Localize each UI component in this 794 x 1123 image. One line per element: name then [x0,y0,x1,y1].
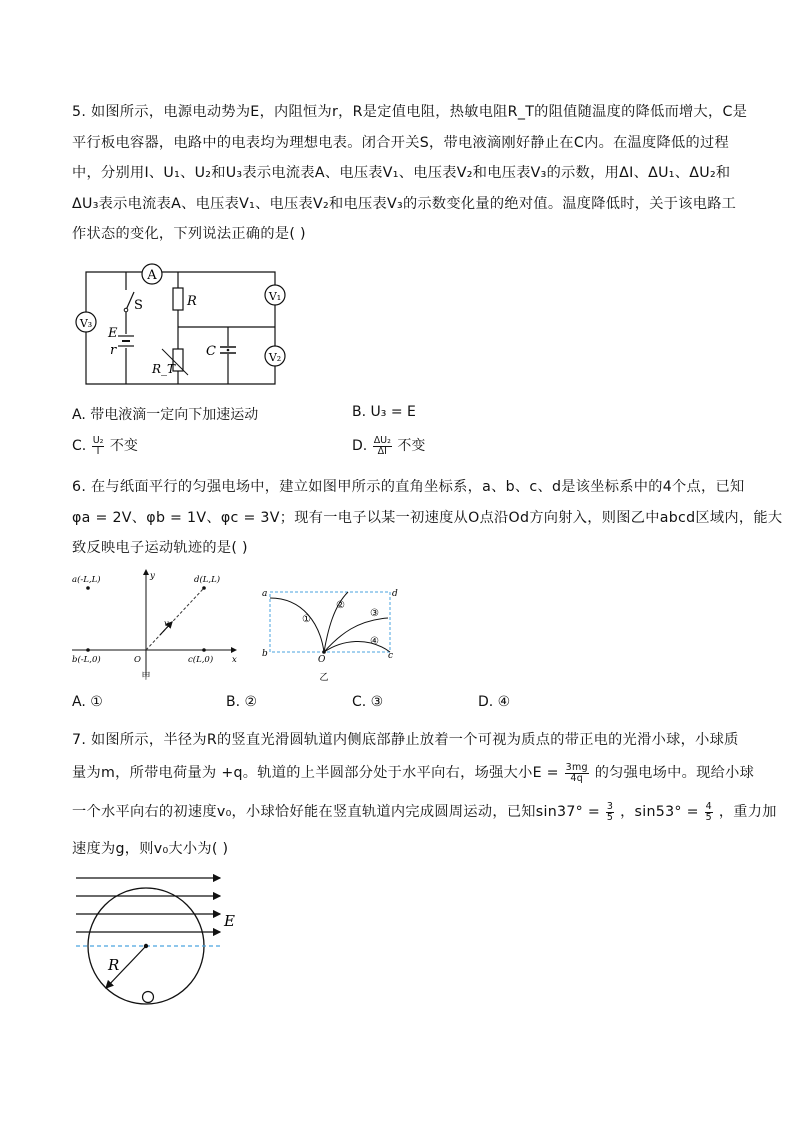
q5-option-d[interactable] [352,435,425,457]
q7-field-label: E [224,912,235,930]
jia-velocity-label: v [164,619,169,629]
q7-line-3-a: 一个水平向右的初速度v₀，小球恰好能在竖直轨道内完成圆周运动，已知sin37° = [72,804,601,820]
jia-point-b: b(-L,0) [72,655,101,665]
q7-sin53-fraction [705,802,713,823]
yi-trajectory-2: ② [336,600,345,611]
q6-line-2: φa = 2V、φb = 1V、φc = 3V；现有一电子以某一初速度从O点沿Od方向射入，则图乙中abcd区域内，能大 [72,509,783,526]
question-6-text [72,472,783,564]
question-5-text [72,97,748,250]
v3-label: V₃ [79,317,93,330]
v2-label: V₂ [268,351,282,364]
q5-option-d-suffix: 不变 [397,438,426,454]
q5-circuit-diagram [70,262,300,392]
q5-c-den: I [96,445,100,457]
yi-trajectory-1: ① [302,614,311,625]
v1-label: V₁ [268,290,282,303]
q7-sin37-fraction [606,802,614,823]
ammeter-label: A [147,268,157,283]
q6-figure-yi [258,584,408,690]
q5-option-a[interactable]: A. 带电液滴一定向下加速运动 [72,407,259,423]
yi-caption: 乙 [319,673,329,683]
q5-option-c-prefix: C. [72,438,87,454]
q5-option-d-fraction [373,436,392,457]
q7-radius-label: R [108,956,120,974]
q5-d-den: ΔI [377,445,387,457]
q7-field-fraction [565,763,589,784]
q5-line-1: 5. 如图所示，电源电动势为E，内阻恒为r，R是定值电阻，热敏电阻R_T的阻值随温度的降低而增大，C是 [72,104,748,120]
yi-corner-b: b [262,649,268,659]
q5-line-2: 平行板电容器，电路中的电表均为理想电表。闭合开关S，带电液滴刚好静止在C内。在温度降低的过程 [72,134,729,151]
jia-caption: 甲 [141,672,151,680]
jia-origin: O [134,655,141,665]
q7-f2-num: 4 [705,800,712,812]
yi-corner-c: c [388,651,394,661]
q6-line-1: 6. 在与纸面平行的匀强电场中，建立如图甲所示的直角坐标系，a、b、c、d是该坐标系中的4个点，已知 [72,479,745,495]
q7-line-2 [72,758,755,789]
q7-f1-num: 3 [606,800,614,812]
q7-line-1: 7. 如图所示，半径为R的竖直光滑圆轨道内侧底部静止放着一个可视为质点的带正电的光滑小球，小球质 [72,732,739,748]
q5-line-4: ΔU₃表示电流表A、电压表V₁、电压表V₂和电压表V₃的示数变化量的绝对值。温度降低时，关于该电路工 [72,195,737,212]
q6-option-a[interactable]: A. ① [72,694,103,710]
switch-label: S [134,298,143,313]
q5-option-c-suffix: 不变 [109,438,138,454]
q7-line-4: 速度为g，则v₀大小为( ) [72,841,229,857]
q5-line-3: 中，分别用I、U₁、U₂和U₃表示电流表A、电压表V₁、电压表V₂和电压表V₃的示数，用ΔI、ΔU₁、ΔU₂和 [72,165,731,181]
q5-option-c[interactable] [72,435,138,457]
q7-figure [72,870,252,1010]
q6-option-b[interactable]: B. ② [226,694,258,710]
q7-field-den: 4q [570,772,584,784]
capacitor-label: C [206,344,216,359]
yi-corner-d: d [392,589,398,599]
q5-option-b[interactable]: B. U₃ = E [352,404,416,420]
q7-f2-den: 5 [705,811,712,823]
jia-x-axis-label: x [232,655,237,665]
yi-origin: O [318,655,326,665]
jia-y-axis-label: y [150,571,155,581]
q5-option-d-prefix: D. [352,438,368,454]
q7-line-3 [72,797,777,828]
q7-field-num: 3mg [565,761,588,773]
q5-d-num: ΔU₂ [373,434,391,446]
jia-point-c: c(L,0) [188,655,214,665]
yi-trajectory-3: ③ [370,608,379,619]
thermistor-label: R_T [152,362,176,376]
q7-line-3-c: ，重力加 [718,804,777,820]
q7-f1-den: 5 [606,811,614,823]
q6-line-3: 致反映电子运动轨迹的是( ) [72,540,248,556]
q7-line-2-end: 的匀强电场中。现给小球 [594,765,755,781]
q5-option-c-fraction [92,436,105,457]
jia-point-a: a(-L,L) [72,575,101,585]
q6-option-d[interactable]: D. ④ [478,694,511,710]
q7-line-3-b: ，sin53° = [620,804,699,820]
emf-label: E [108,326,118,341]
internal-resistance-label: r [110,343,117,358]
yi-trajectory-4: ④ [370,636,379,647]
yi-corner-a: a [262,589,268,599]
question-7-text [72,725,777,865]
jia-point-d: d(L,L) [194,575,221,585]
q5-line-5: 作状态的变化，下列说法正确的是( ) [72,226,306,242]
resistor-label: R [187,294,197,309]
q6-figure-jia [68,568,248,680]
q7-line-2-start: 量为m，所带电荷量为 +q。轨道的上半圆部分处于水平向右，场强大小E = [72,765,559,781]
q5-c-num: U₂ [92,434,104,446]
q6-option-c[interactable]: C. ③ [352,694,384,710]
